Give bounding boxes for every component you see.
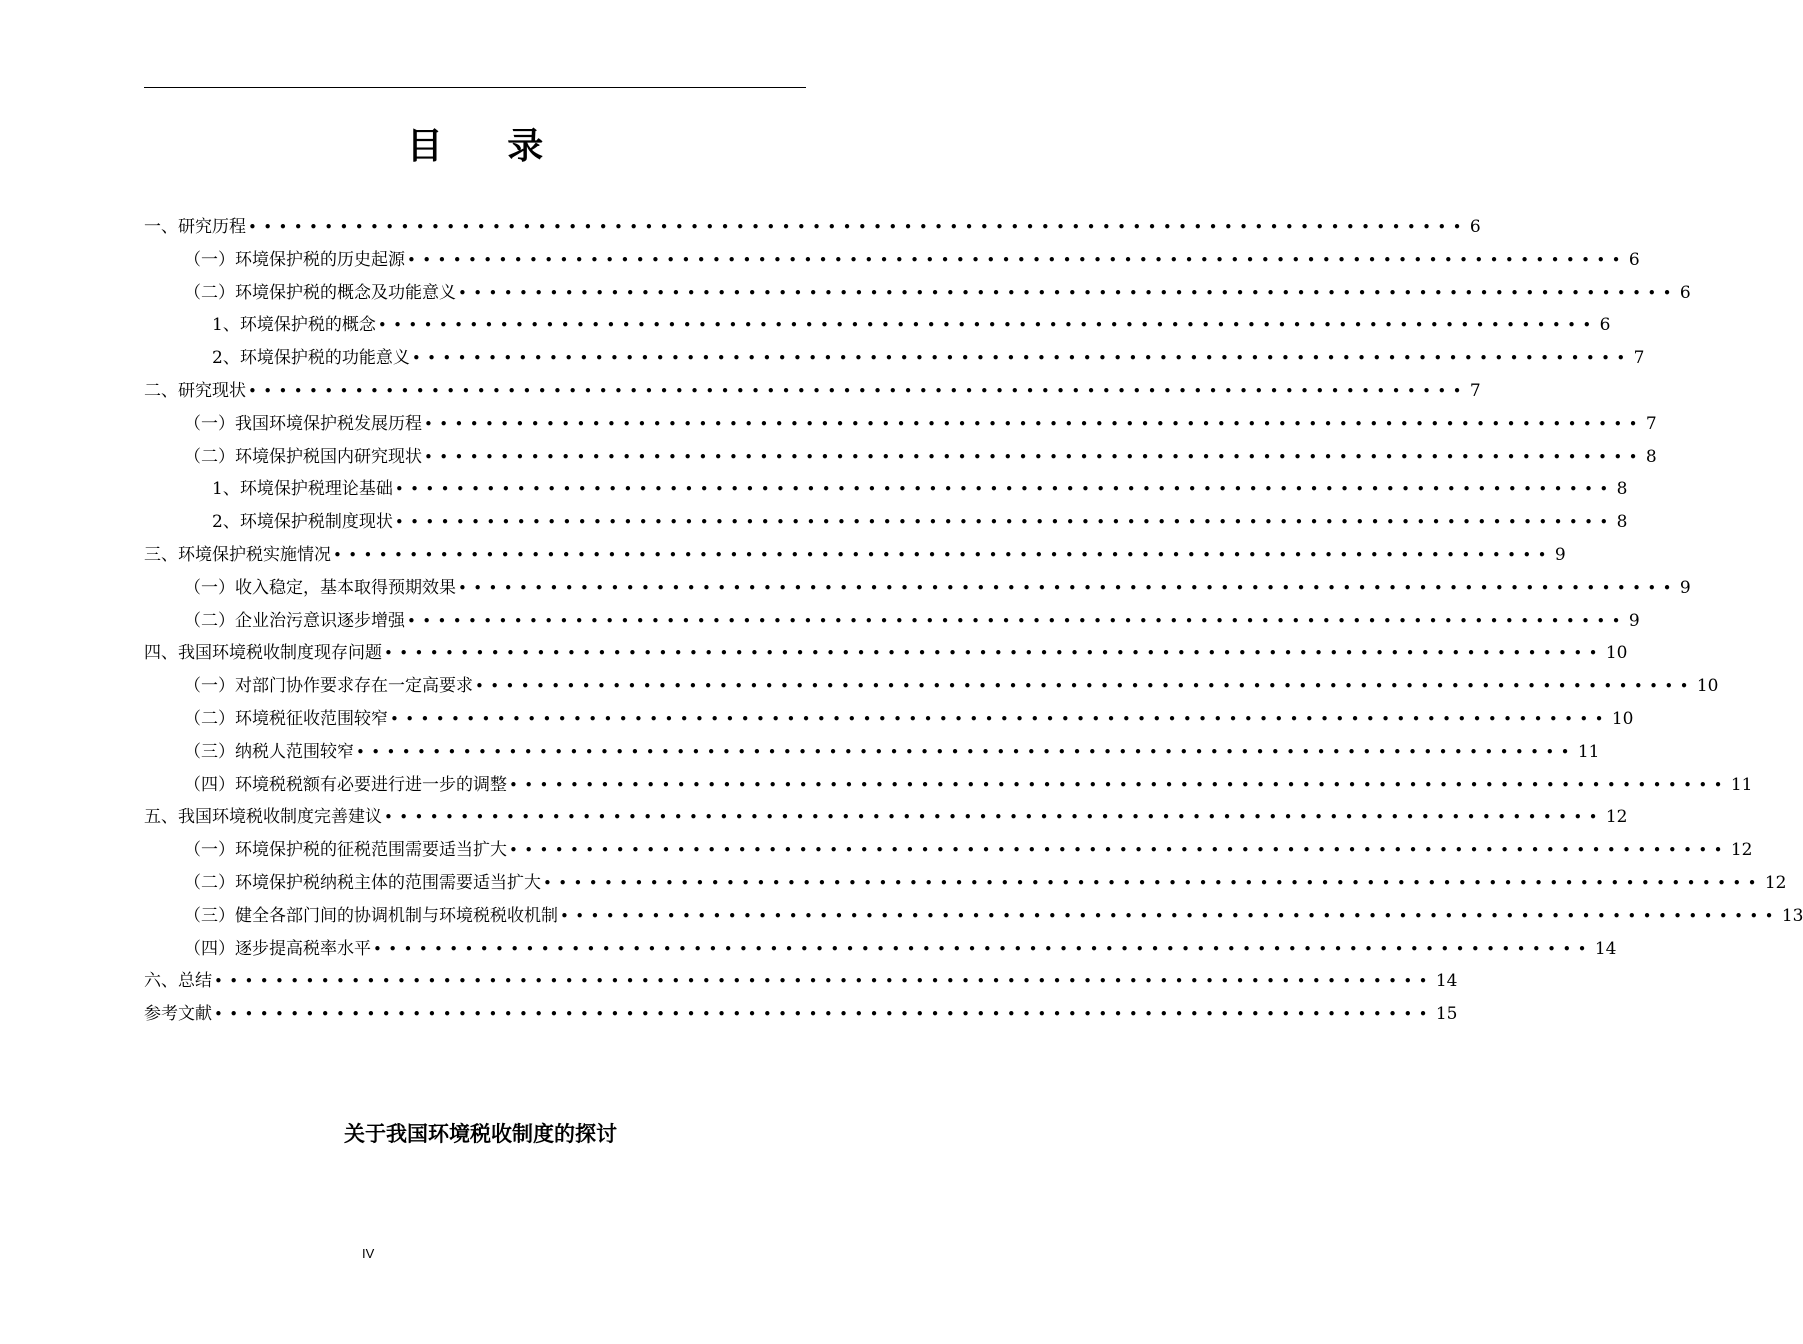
toc-entry-page: 8 bbox=[1616, 479, 1628, 500]
toc-entry-text: 参考文献 bbox=[144, 1004, 212, 1025]
toc-entry[interactable] bbox=[144, 900, 1803, 933]
toc-dot-leader: •••••••••••••••••••••••••••••••••••••••••••••••••••••••••••••••••••••••••••••••• bbox=[394, 480, 1615, 499]
toc-dot-leader: •••••••••••••••••••••••••••••••••••••••••••••••••••••••••••••••••••••••••••••••• bbox=[475, 677, 1695, 696]
toc-dot-leader: •••••••••••••••••••••••••••••••••••••••••••••••••••••••••••••••••••••••••••••••• bbox=[407, 250, 1627, 269]
toc-entry-text: 1、环境保护税理论基础 bbox=[212, 479, 393, 500]
toc-entry[interactable] bbox=[144, 375, 1481, 408]
toc-dot-leader: •••••••••••••••••••••••••••••••••••••••••••••••••••••••••••••••••••••••••••••••• bbox=[333, 545, 1553, 564]
toc-dot-leader: •••••••••••••••••••••••••••••••••••••••••••••••••••••••••••••••••••••••••••••••• bbox=[458, 578, 1678, 597]
toc-entry-page: 6 bbox=[1599, 315, 1611, 336]
toc-entry-page: 12 bbox=[1605, 807, 1628, 828]
toc-entry-text: 二、研究现状 bbox=[144, 380, 246, 401]
toc-entry[interactable] bbox=[144, 605, 1640, 638]
table-of-contents bbox=[144, 211, 1803, 1031]
toc-dot-leader: •••••••••••••••••••••••••••••••••••••••••••••••••••••••••••••••••••••••••••••••• bbox=[543, 873, 1763, 892]
toc-entry[interactable] bbox=[144, 998, 1458, 1031]
toc-entry[interactable] bbox=[144, 506, 1628, 539]
toc-entry-text: （四）环境税税额有必要进行进一步的调整 bbox=[184, 774, 507, 795]
toc-entry-text: （三）健全各部门间的协调机制与环境税税收机制 bbox=[184, 905, 558, 926]
toc-title: 目 录 bbox=[406, 126, 570, 167]
toc-dot-leader: •••••••••••••••••••••••••••••••••••••••••••••••••••••••••••••••••••••••••••••••• bbox=[248, 381, 1468, 400]
toc-entry-page: 9 bbox=[1554, 544, 1566, 565]
toc-dot-leader: •••••••••••••••••••••••••••••••••••••••••••••••••••••••••••••••••••••••••••••••• bbox=[377, 316, 1598, 335]
toc-entry-text: （二）环境税征收范围较窄 bbox=[184, 708, 388, 729]
toc-entry-page: 6 bbox=[1679, 282, 1691, 303]
toc-entry-text: （一）收入稳定，基本取得预期效果 bbox=[184, 577, 456, 598]
toc-entry[interactable] bbox=[144, 342, 1645, 375]
toc-entry[interactable] bbox=[144, 736, 1600, 769]
toc-dot-leader: •••••••••••••••••••••••••••••••••••••••••••••••••••••••••••••••••••••••••••••••• bbox=[411, 349, 1632, 368]
toc-entry[interactable] bbox=[144, 801, 1628, 834]
toc-entry[interactable] bbox=[144, 637, 1628, 670]
toc-entry-page: 13 bbox=[1781, 905, 1803, 926]
toc-entry[interactable] bbox=[144, 572, 1691, 605]
toc-dot-leader: •••••••••••••••••••••••••••••••••••••••••••••••••••••••••••••••••••••••••••••••• bbox=[248, 218, 1468, 236]
toc-entry-page: 10 bbox=[1696, 676, 1719, 697]
toc-dot-leader: •••••••••••••••••••••••••••••••••••••••••••••••••••••••••••••••••••••••••••••••• bbox=[390, 709, 1610, 728]
toc-entry-page: 8 bbox=[1616, 512, 1628, 533]
toc-entry-page: 6 bbox=[1469, 217, 1481, 237]
toc-dot-leader: •••••••••••••••••••••••••••••••••••••••••••••••••••••••••••••••••••••••••••••••• bbox=[458, 283, 1678, 302]
toc-dot-leader: •••••••••••••••••••••••••••••••••••••••••••••••••••••••••••••••••••••••••••••••• bbox=[394, 513, 1615, 532]
toc-entry-text: 四、我国环境税收制度现存问题 bbox=[144, 643, 382, 664]
toc-dot-leader: •••••••••••••••••••••••••••••••••••••••••••••••••••••••••••••••••••••••••••••••• bbox=[509, 841, 1729, 860]
toc-entry-page: 14 bbox=[1594, 938, 1617, 959]
toc-dot-leader: •••••••••••••••••••••••••••••••••••••••••••••••••••••••••••••••••••••••••••••••• bbox=[356, 742, 1576, 761]
toc-entry-text: （一）对部门协作要求存在一定高要求 bbox=[184, 676, 473, 697]
toc-entry-text: 三、环境保护税实施情况 bbox=[144, 544, 331, 565]
toc-dot-leader: •••••••••••••••••••••••••••••••••••••••••••••••••••••••••••••••••••••••••••••••• bbox=[407, 611, 1627, 630]
toc-entry-text: （一）环境保护税的历史起源 bbox=[184, 249, 405, 270]
toc-entry-text: 2、环境保护税的功能意义 bbox=[212, 348, 410, 369]
toc-entry-page: 15 bbox=[1435, 1004, 1458, 1025]
toc-dot-leader: •••••••••••••••••••••••••••••••••••••••••••••••••••••••••••••••••••••••••••••••• bbox=[214, 972, 1434, 991]
toc-dot-leader: •••••••••••••••••••••••••••••••••••••••••••••••••••••••••••••••••••••••••••••••• bbox=[424, 414, 1644, 433]
document-title: 关于我国环境税收制度的探讨 bbox=[344, 1122, 617, 1146]
toc-dot-leader: •••••••••••••••••••••••••••••••••••••••••••••••••••••••••••••••••••••••••••••••• bbox=[424, 447, 1644, 466]
toc-entry[interactable] bbox=[144, 244, 1640, 277]
toc-entry-page: 10 bbox=[1611, 708, 1634, 729]
toc-entry-text: 一、研究历程 bbox=[144, 217, 246, 237]
toc-dot-leader: •••••••••••••••••••••••••••••••••••••••••••••••••••••••••••••••••••••••••••••••• bbox=[509, 775, 1729, 794]
toc-entry-page: 12 bbox=[1764, 872, 1787, 893]
toc-entry[interactable] bbox=[144, 408, 1657, 441]
toc-entry-text: （一）环境保护税的征税范围需要适当扩大 bbox=[184, 840, 507, 861]
toc-dot-leader: •••••••••••••••••••••••••••••••••••••••••••••••••••••••••••••••••••••••••••••••• bbox=[214, 1005, 1434, 1024]
header-rule bbox=[144, 87, 806, 88]
toc-entry[interactable] bbox=[144, 309, 1611, 342]
toc-entry-text: （二）环境保护税国内研究现状 bbox=[184, 446, 422, 467]
toc-entry[interactable] bbox=[144, 473, 1628, 506]
toc-entry[interactable] bbox=[144, 277, 1691, 310]
toc-entry-text: （二）环境保护税的概念及功能意义 bbox=[184, 282, 456, 303]
toc-entry-page: 11 bbox=[1730, 774, 1753, 795]
toc-entry-text: （二）企业治污意识逐步增强 bbox=[184, 610, 405, 631]
toc-dot-leader: •••••••••••••••••••••••••••••••••••••••••••••••••••••••••••••••••••••••••••••••• bbox=[373, 939, 1593, 958]
toc-entry[interactable] bbox=[144, 211, 1481, 244]
toc-entry-page: 9 bbox=[1628, 610, 1640, 631]
toc-entry-page: 11 bbox=[1577, 741, 1600, 762]
toc-entry-page: 7 bbox=[1645, 413, 1657, 434]
toc-entry[interactable] bbox=[144, 933, 1617, 966]
toc-entry[interactable] bbox=[144, 441, 1657, 474]
toc-entry[interactable] bbox=[144, 867, 1787, 900]
toc-entry-page: 7 bbox=[1469, 380, 1481, 401]
toc-entry-page: 6 bbox=[1628, 249, 1640, 270]
toc-entry[interactable] bbox=[144, 965, 1458, 998]
toc-entry-text: 五、我国环境税收制度完善建议 bbox=[144, 807, 382, 828]
toc-entry-page: 12 bbox=[1730, 840, 1753, 861]
toc-entry[interactable] bbox=[144, 769, 1753, 802]
toc-dot-leader: •••••••••••••••••••••••••••••••••••••••••••••••••••••••••••••••••••••••••••••••• bbox=[384, 808, 1604, 827]
toc-entry-text: （一）我国环境保护税发展历程 bbox=[184, 413, 422, 434]
toc-entry-page: 8 bbox=[1645, 446, 1657, 467]
toc-entry[interactable] bbox=[144, 539, 1566, 572]
toc-entry-page: 10 bbox=[1605, 643, 1628, 664]
toc-entry-text: （四）逐步提高税率水平 bbox=[184, 938, 371, 959]
toc-entry-text: 2、环境保护税制度现状 bbox=[212, 512, 393, 533]
page-number: IV bbox=[362, 1246, 375, 1261]
toc-dot-leader: •••••••••••••••••••••••••••••••••••••••••••••••••••••••••••••••••••••••••••••••• bbox=[384, 644, 1604, 663]
toc-entry-text: （二）环境保护税纳税主体的范围需要适当扩大 bbox=[184, 872, 541, 893]
toc-dot-leader: •••••••••••••••••••••••••••••••••••••••••••••••••••••••••••••••••••••••••••••••• bbox=[560, 906, 1780, 925]
toc-entry-text: （三）纳税人范围较窄 bbox=[184, 741, 354, 762]
toc-entry[interactable] bbox=[144, 834, 1753, 867]
toc-entry-page: 7 bbox=[1633, 348, 1645, 369]
toc-entry-page: 14 bbox=[1435, 971, 1458, 992]
toc-entry-text: 六、总结 bbox=[144, 971, 212, 992]
toc-entry[interactable] bbox=[144, 703, 1634, 736]
toc-entry-page: 9 bbox=[1679, 577, 1691, 598]
toc-entry[interactable] bbox=[144, 670, 1719, 703]
toc-entry-text: 1、环境保护税的概念 bbox=[212, 315, 376, 336]
